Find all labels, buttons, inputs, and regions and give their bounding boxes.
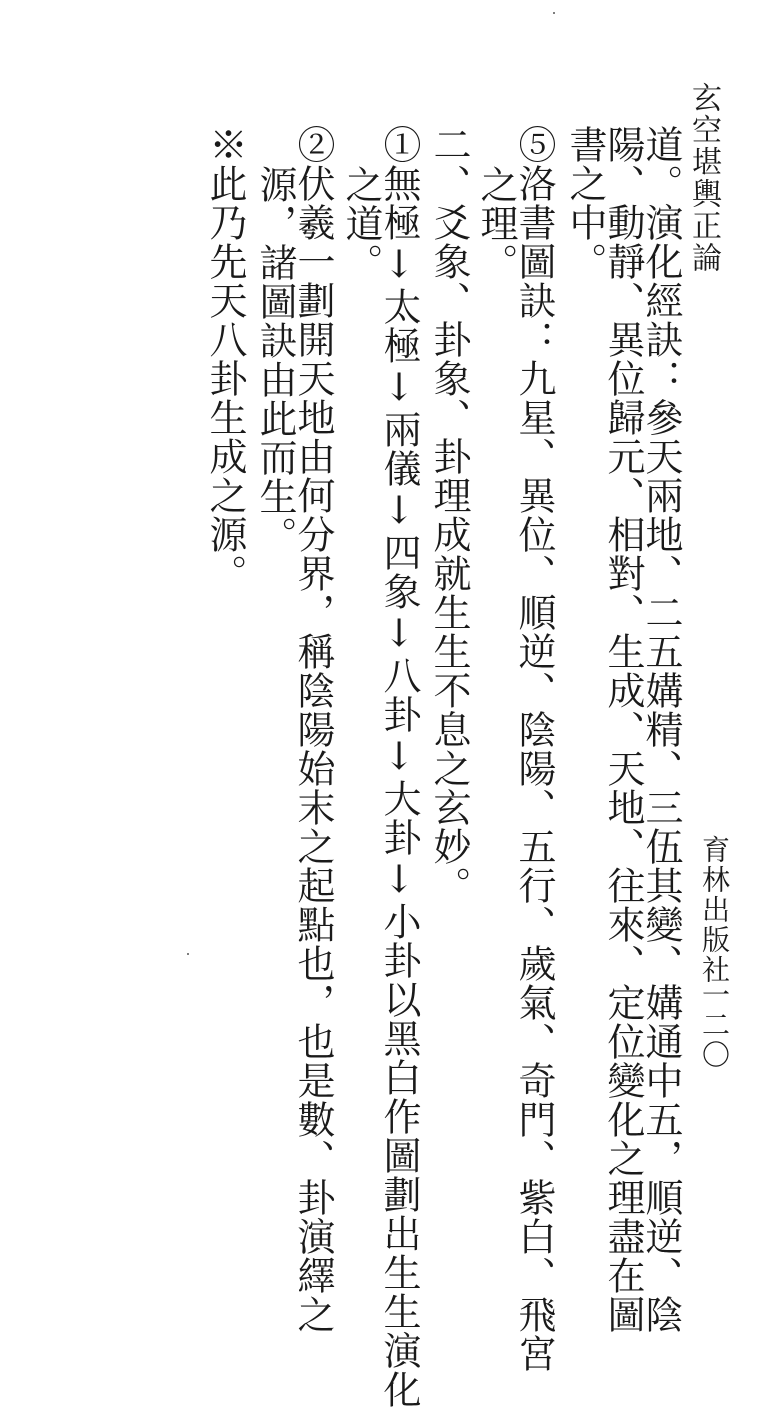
text-column: 道。演化經訣：參天兩地、二五媾精、三伍其變、媾通中五，順逆、陰 [639, 125, 683, 1334]
text-column: 陽、動靜、異位歸元、相對、生成、天地、往來、定位變化之理盡在圖 [601, 125, 645, 1334]
text-column: 書之中。 [563, 125, 607, 281]
text-column: ①無極↓太極↓兩儀↓四象↓八卦↓大卦↓小卦以黑白作圖劃出生生演化 [377, 125, 421, 1409]
text-column: ※此乃先天八卦生成之源。 [203, 125, 247, 593]
scan-speck [553, 12, 555, 14]
page-number: 一二〇 [698, 980, 731, 1070]
scan-speck [187, 953, 189, 955]
text-column: ②伏羲一劃開天地由何分界，稱陰陽始末之起點也，也是數、卦演繹之 [291, 125, 335, 1334]
running-head-title: 玄空堪輿正論 [686, 82, 721, 274]
text-column: 之理。 [474, 165, 518, 282]
text-column: 二、爻象、卦象、卦理成就生生不息之玄妙。 [427, 125, 471, 905]
text-column: ⑤洛書圖訣：九星、異位、順逆、陰陽、五行、歲氣、奇門、紫白、飛宮 [512, 125, 556, 1373]
text-column: 之道。 [339, 165, 383, 282]
running-foot-publisher: 育林出版社 [698, 835, 731, 985]
text-column: 源，諸圖訣由此而生。 [253, 165, 297, 555]
